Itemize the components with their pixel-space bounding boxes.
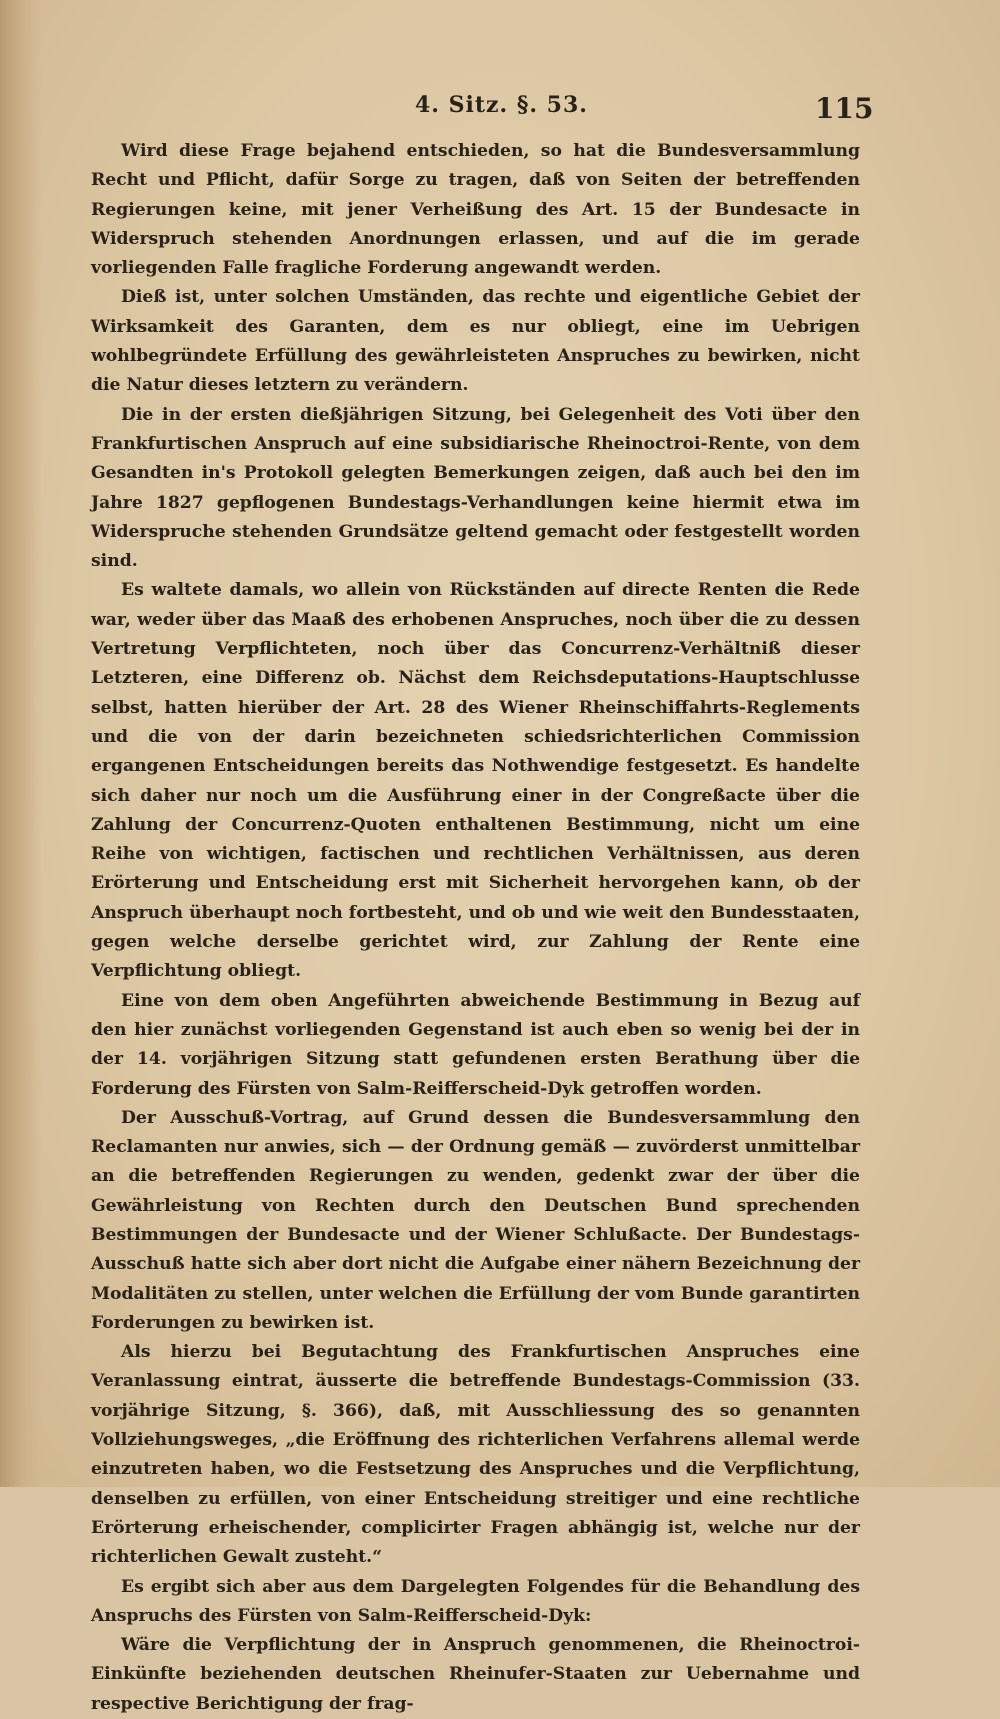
- paragraph: Der Ausschuß-Vortrag, auf Grund dessen die Bundesversammlung den Reclamanten nur anwies, sich — der Ordnung gemäß — zuvörderst unmittelbar an die betreffenden Regierungen zu wenden, gedenkt zwar der über die Gewährleistung von Rechten durch den Deutschen Bund sprechenden Bestimmungen der Bundesacte und der Wiener Schlußacte. Der Bundestags-Ausschuß hatte sich aber dort nicht die Aufgabe einer nähern Bezeichnung der Modalitäten zu stellen, unter welchen die Erfüllung der vom Bunde garantirten Forderungen zu bewirken ist.: [91, 1107, 860, 1333]
- binding-gutter: [0, 0, 42, 1487]
- paragraph: Wäre die Verpflichtung der in Anspruch genommenen, die Rheinoctroi-Einkünfte beziehenden deutschen Rheinufer-Staaten zur Uebernahme und respective Berichtigung der frag-: [91, 1635, 860, 1714]
- paragraph: Als hierzu bei Begutachtung des Frankfurtischen Anspruches eine Veranlassung eintrat, äusserte die betreffende Bundestags-Commission (33. vorjährige Sitzung, §. 366), daß, mit Ausschliessung des so genannten Vollziehungsweges, „die Eröffnung des richterlichen Verfahrens allemal werde einzutreten haben, wo die Festsetzung des Anspruches und die Verpflichtung, denselben zu erfüllen, von einer Entscheidung streitiger und eine rechtliche Erörterung erheischender, complicirter Fragen abhängig ist, welche nur der richterlichen Gewalt zusteht.“: [91, 1342, 860, 1568]
- page-header: [0, 92, 1000, 132]
- paragraph: Eine von dem oben Angeführten abweichende Bestimmung in Bezug auf den hier zunächst vorliegenden Gegenstand ist auch eben so wenig bei der in der 14. vorjährigen Sitzung statt gefundenen ersten Berathung über die Forderung des Fürsten von Salm-Reifferscheid-Dyk getroffen worden.: [91, 990, 860, 1099]
- page-number: 115: [815, 92, 874, 125]
- paragraph: Es waltete damals, wo allein von Rückständen auf directe Renten die Rede war, weder über das Maaß des erhobenen Anspruches, noch über die zu dessen Vertretung Verpflichteten, noch über das Concurrenz-Verhältniß dieser Letzteren, eine Differenz ob. Nächst dem Reichsdeputations-Hauptschlusse selbst, hatten hierüber der Art. 28 des Wiener Rheinschiffahrts-Reglements und die von der darin bezeichneten schiedsrichterlichen Commission ergangenen Entscheidungen bereits das Nothwendige festgesetzt. Es handelte sich daher nur noch um die Ausführung einer in der Congreßacte über die Zahlung der Concurrenz-Quoten enthaltenen Bestimmung, nicht um eine Reihe von wichtigen, factischen und rechtlichen Verhältnissen, aus deren Erörterung und Entscheidung erst mit Sicherheit hervorgehen kann, ob der Anspruch überhaupt noch fortbesteht, und ob und wie weit den Bundesstaaten, gegen welche derselbe gerichtet wird, zur Zahlung der Rente eine Verpflichtung obliegt.: [91, 580, 860, 982]
- running-title: 4. Sitz. §. 53.: [415, 92, 588, 118]
- body-text: [91, 137, 860, 1719]
- paragraph: Die in der ersten dießjährigen Sitzung, bei Gelegenheit des Voti über den Frankfurtischen Anspruch auf eine subsidiarische Rheinoctroi-Rente, von dem Gesandten in's Protokoll gelegten Bemerkungen zeigen, daß auch bei den im Jahre 1827 gepflogenen Bundestags-Verhandlungen keine hiermit etwa im Widerspruche stehenden Grundsätze geltend gemacht oder festgestellt worden sind.: [91, 404, 860, 572]
- paragraph: Wird diese Frage bejahend entschieden, so hat die Bundesversammlung Recht und Pflicht, dafür Sorge zu tragen, daß von Seiten der betreffenden Regierungen keine, mit jener Verheißung des Art. 15 der Bundesacte in Widerspruch stehenden Anordnungen erlassen, und auf die im gerade vorliegenden Falle fragliche Forderung angewandt werden.: [91, 141, 860, 279]
- paragraph: Dieß ist, unter solchen Umständen, das rechte und eigentliche Gebiet der Wirksamkeit des Garanten, dem es nur obliegt, eine im Uebrigen wohlbegründete Erfüllung des gewährleisteten Anspruches zu bewirken, nicht die Natur dieses letztern zu verändern.: [91, 287, 860, 396]
- paragraph: Es ergibt sich aber aus dem Dargelegten Folgendes für die Behandlung des Anspruchs des Fürsten von Salm-Reifferscheid-Dyk:: [91, 1576, 860, 1626]
